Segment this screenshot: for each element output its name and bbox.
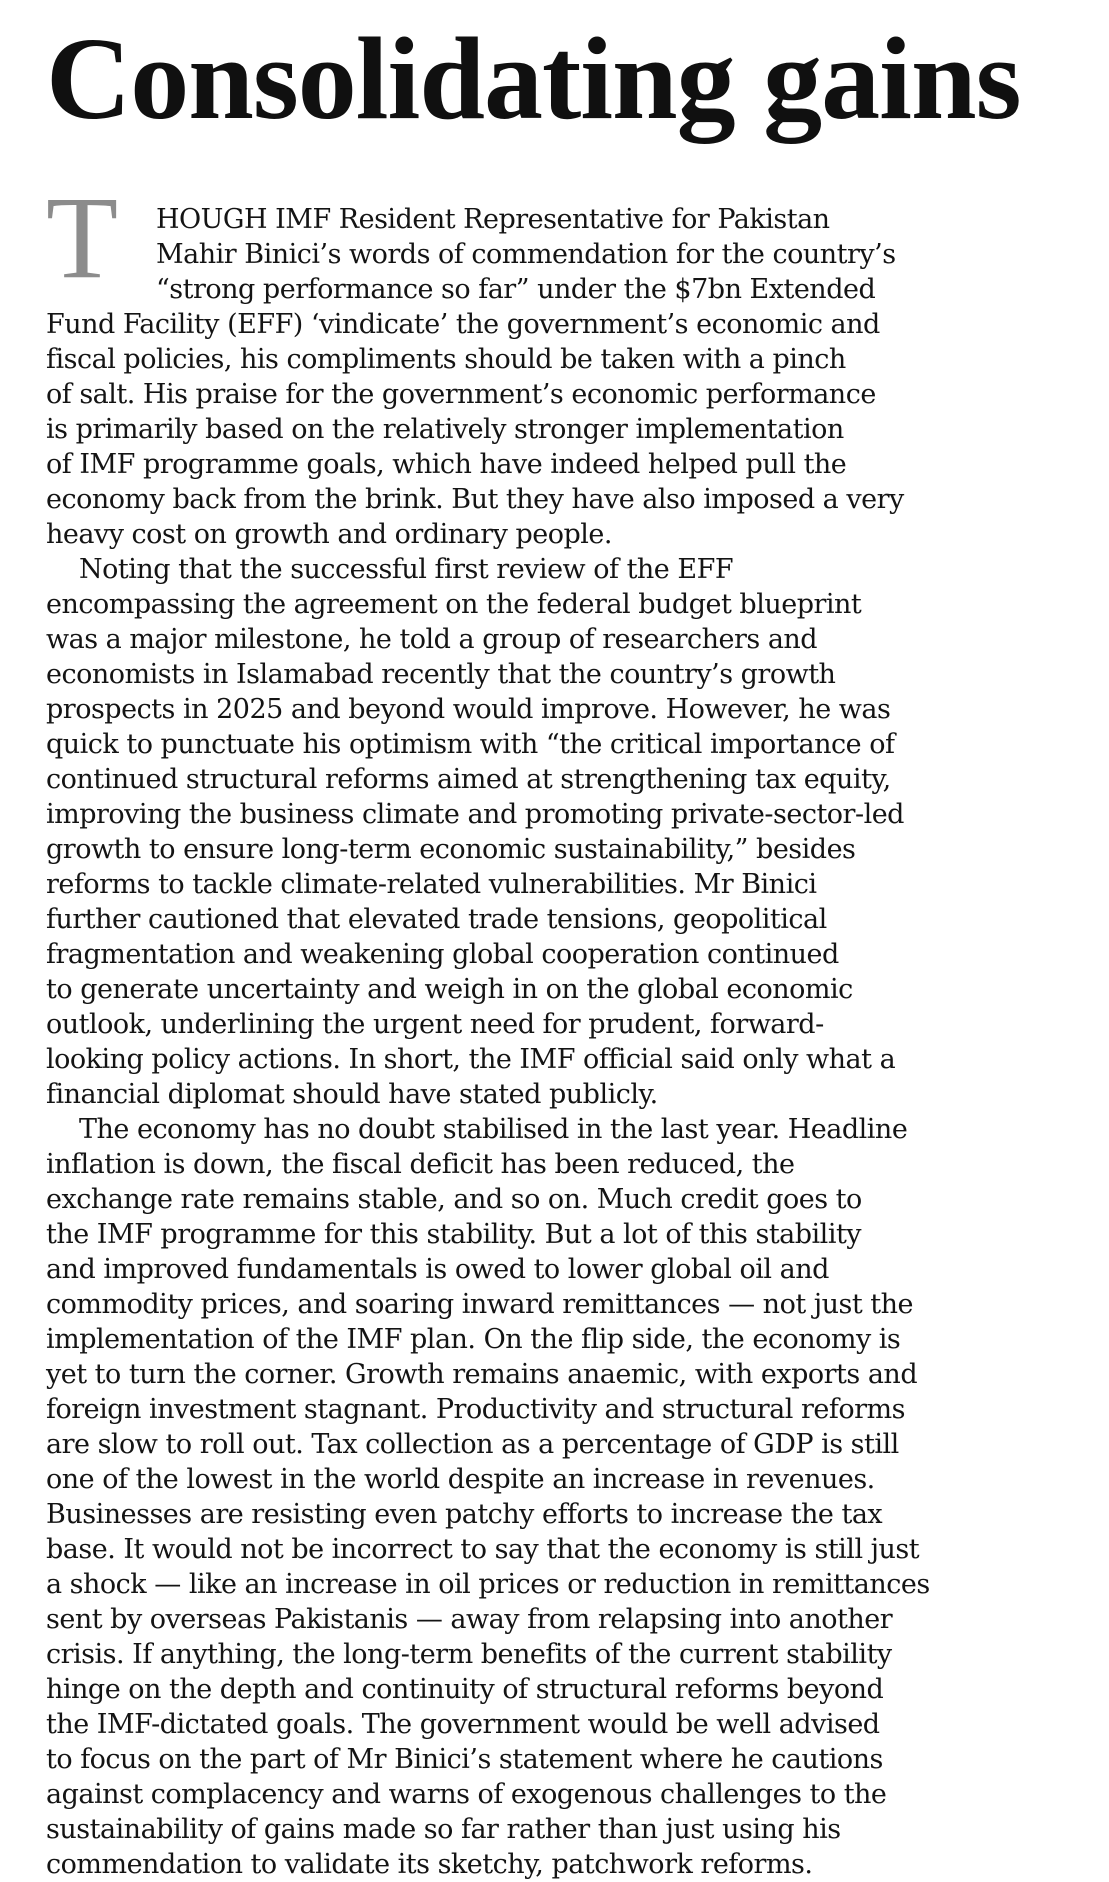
text-line: commodity prices, and soaring inward remittances — not just the xyxy=(46,1289,914,1320)
text-line: is primarily based on the relatively stronger implementation xyxy=(46,414,844,445)
text-line: of IMF programme goals, which have indeed helped pull the xyxy=(46,449,847,480)
text-line: outlook, underlining the urgent need for prudent, forward- xyxy=(46,1009,824,1040)
text-line: economists in Islamabad recently that the country’s growth xyxy=(46,659,836,690)
article-body xyxy=(46,202,1109,1882)
text-line: prospects in 2025 and beyond would improve. However, he was xyxy=(46,694,891,725)
text-line: inflation is down, the fiscal deficit has been reduced, the xyxy=(46,1149,795,1180)
text-line: to generate uncertainty and weigh in on the global economic xyxy=(46,974,853,1005)
paragraph xyxy=(46,1112,1109,1882)
text-line: was a major milestone, he told a group of researchers and xyxy=(46,624,818,655)
text-line: continued structural reforms aimed at strengthening tax equity, xyxy=(46,764,891,795)
text-line: foreign investment stagnant. Productivity and structural reforms xyxy=(46,1394,905,1425)
text-line: against complacency and warns of exogenous challenges to the xyxy=(46,1779,887,1810)
text-line: Mahir Binici’s words of commendation for the country’s xyxy=(156,239,896,270)
text-line: financial diplomat should have stated publicly. xyxy=(46,1079,658,1110)
paragraph xyxy=(46,552,1109,1112)
headline: Consolidating gains xyxy=(46,13,1021,144)
text-line: further cautioned that elevated trade tensions, geopolitical xyxy=(46,904,827,935)
text-line: are slow to roll out. Tax collection as a percentage of GDP is still xyxy=(46,1429,899,1460)
text-line: implementation of the IMF plan. On the flip side, the economy is xyxy=(46,1324,901,1355)
text-line: the IMF programme for this stability. But a lot of this stability xyxy=(46,1219,862,1250)
text-line: one of the lowest in the world despite an increase in revenues. xyxy=(46,1464,875,1495)
text-line: encompassing the agreement on the federal budget blueprint xyxy=(46,589,862,620)
text-line: “strong performance so far” under the $7bn Extended xyxy=(156,274,876,305)
text-line: fiscal policies, his compliments should be taken with a pinch xyxy=(46,344,846,375)
text-line: reforms to tackle climate-related vulnerabilities. Mr Binici xyxy=(46,869,817,900)
text-line: hinge on the depth and continuity of structural reforms beyond xyxy=(46,1674,884,1705)
text-line: of salt. His praise for the government’s economic performance xyxy=(46,379,876,410)
text-line: yet to turn the corner. Growth remains anaemic, with exports and xyxy=(46,1359,918,1390)
text-line: crisis. If anything, the long-term benefits of the current stability xyxy=(46,1639,892,1670)
text-line: HOUGH IMF Resident Representative for Pakistan xyxy=(156,204,830,235)
text-line: commendation to validate its sketchy, patchwork reforms. xyxy=(46,1849,813,1880)
text-line: sent by overseas Pakistanis — away from relapsing into another xyxy=(46,1604,893,1635)
text-line: to focus on the part of Mr Binici’s statement where he cautions xyxy=(46,1744,883,1775)
text-line: economy back from the brink. But they have also imposed a very xyxy=(46,484,904,515)
paragraph xyxy=(46,202,1109,552)
text-line: Businesses are resisting even patchy efforts to increase the tax xyxy=(46,1499,883,1530)
text-line: and improved fundamentals is owed to lower global oil and xyxy=(46,1254,829,1285)
text-line: The economy has no doubt stabilised in the last year. Headline xyxy=(79,1114,908,1145)
text-line: sustainability of gains made so far rather than just using his xyxy=(46,1814,841,1845)
text-line: fragmentation and weakening global cooperation continued xyxy=(46,939,839,970)
text-line: Noting that the successful first review of the EFF xyxy=(79,554,734,585)
drop-cap: T xyxy=(46,172,119,303)
text-line: quick to punctuate his optimism with “the critical importance of xyxy=(46,729,895,760)
text-line: exchange rate remains stable, and so on. Much credit goes to xyxy=(46,1184,862,1215)
text-line: heavy cost on growth and ordinary people. xyxy=(46,519,612,550)
text-line: looking policy actions. In short, the IMF official said only what a xyxy=(46,1044,896,1075)
text-line: the IMF-dictated goals. The government would be well advised xyxy=(46,1709,880,1740)
text-line: improving the business climate and promoting private-sector-led xyxy=(46,799,904,830)
text-line: a shock — like an increase in oil prices or reduction in remittances xyxy=(46,1569,930,1600)
text-line: Fund Facility (EFF) ‘vindicate’ the government’s economic and xyxy=(46,309,880,340)
text-line: growth to ensure long-term economic sustainability,” besides xyxy=(46,834,856,865)
text-line: base. It would not be incorrect to say that the economy is still just xyxy=(46,1534,920,1565)
